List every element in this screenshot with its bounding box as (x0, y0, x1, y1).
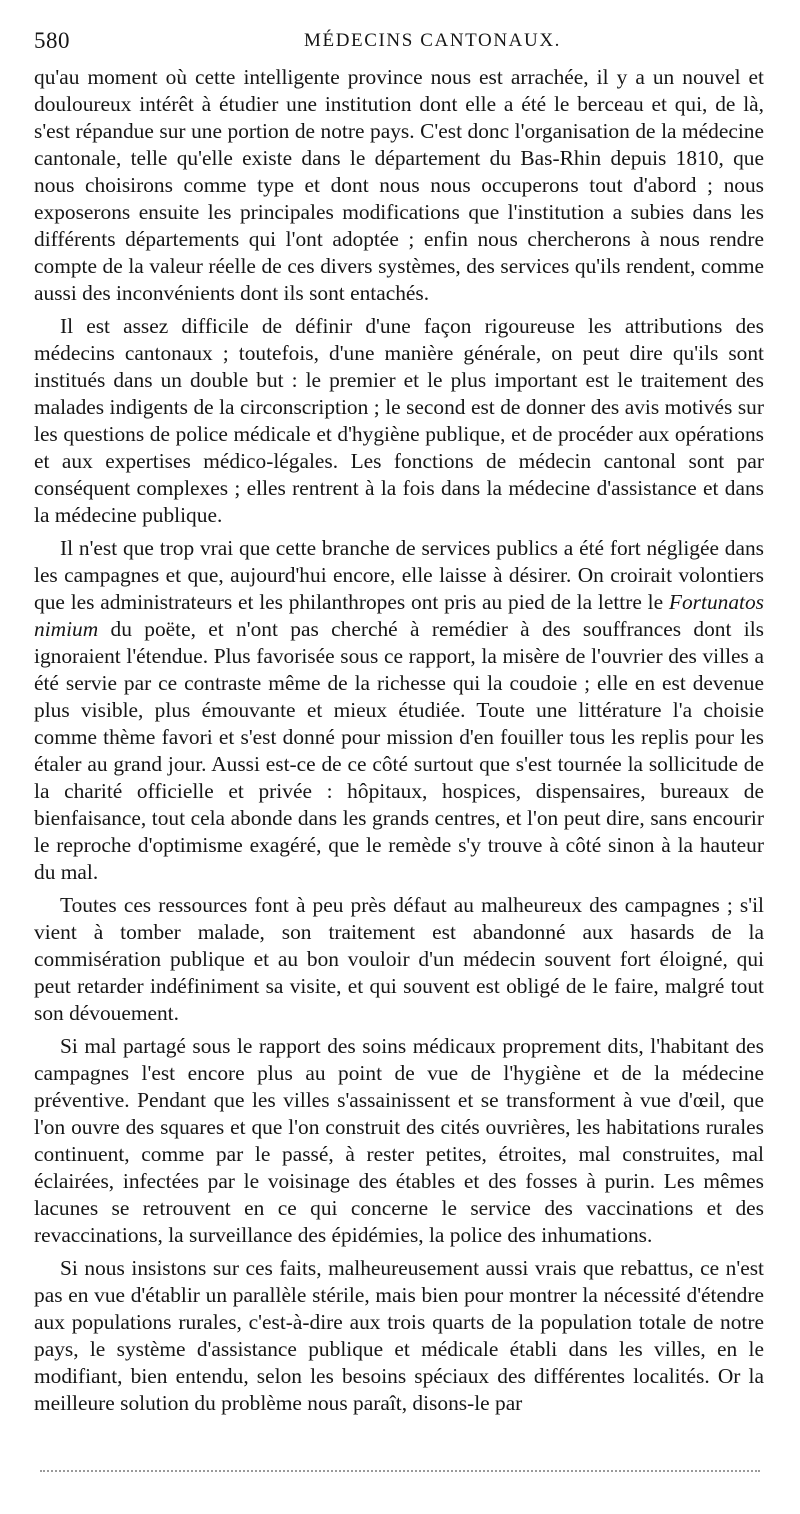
paragraph-1: qu'au moment où cette intelligente province nous est arrachée, il y a un nouvel et douloureux intérêt à étudier une institution dont elle a été le berceau et qui, de là, s'est répandue sur une portion de notre pays. C'est donc l'organisation de la médecine cantonale, telle qu'elle existe dans le département du Bas-Rhin depuis 1810, que nous choisirons comme type et dont nous nous occuperons tout d'abord ; nous exposerons ensuite les principales modifications que l'institution a subies dans les différents départements qui l'ont adoptée ; enfin nous chercherons à nous rendre compte de la valeur réelle de ces divers systèmes, des services qu'ils rendent, comme aussi des inconvénients dont ils sont entachés. (34, 65, 764, 305)
paragraph-3-start: Il n'est que trop vrai que cette branche de services publics a été fort négligée dans les campagnes et que, aujourd'hui encore, elle laisse à désirer. On croirait volontiers que les administrateurs et les philanthropes ont pris au pied de la lettre le (34, 536, 764, 614)
latin-quotation: Fortunatos nimium (34, 590, 764, 641)
paragraph-5: Si mal partagé sous le rapport des soins médicaux proprement dits, l'habitant des campagnes l'est encore plus au point de vue de l'hygiène et de la médecine préventive. Pendant que les villes s'assainissent et se transforment à vue d'œil, que l'on ouvre des squares et que l'on construit des cités ouvrières, les habitations rurales continuent, comme par le passé, à rester petites, étroites, mal construites, mal éclairées, infectées par le voisinage des étables et des fosses à purin. Les mêmes lacunes se retrouvent en ce qui concerne le service des vaccinations et des revaccinations, la surveillance des épidémies, la police des inhumations. (34, 1034, 764, 1247)
paragraph-2: Il est assez difficile de définir d'une façon rigoureuse les attributions des médecins cantonaux ; toutefois, d'une manière générale, on peut dire qu'ils sont institués dans un double but : le premier et le plus important est le traitement des malades indigents de la circonscription ; le second est de donner des avis motivés sur les questions de police médicale et d'hygiène publique, et de procéder aux opérations et aux expertises médico-légales. Les fonctions de médecin cantonal sont par conséquent complexes ; elles rentrent à la fois dans la médecine d'assistance et dans la médecine publique. (34, 314, 764, 527)
running-title: MÉDECINS CANTONAUX. (304, 30, 561, 51)
paragraph-3 (34, 535, 764, 886)
body-text (34, 64, 764, 1417)
paragraph-4: Toutes ces ressources font à peu près défaut au malheureux des campagnes ; s'il vient à tomber malade, son traitement est abandonné aux hasards de la commisération publique et au bon vouloir d'un médecin souvent fort éloigné, qui peut retarder indéfiniment sa visite, et qui souvent est obligé de le faire, malgré tout son dévouement. (34, 893, 764, 1025)
running-head (34, 28, 764, 58)
footer-rule (40, 1470, 760, 1472)
paragraph-6: Si nous insistons sur ces faits, malheureusement aussi vrais que rebattus, ce n'est pas en vue d'établir un parallèle stérile, mais bien pour montrer la nécessité d'étendre aux populations rurales, c'est-à-dire aux trois quarts de la population totale de notre pays, le système d'assistance publique et médicale établi dans les villes, en le modifiant, bien entendu, selon les besoins spéciaux des différentes localités. Or la meilleure solution du problème nous paraît, disons-le par (34, 1256, 764, 1415)
page-number: 580 (34, 28, 70, 53)
paragraph-3-end: du poëte, et n'ont pas cherché à remédier à des souffrances dont ils ignoraient l'étendue. Plus favorisée sous ce rapport, la misère de l'ouvrier des villes a été servie par ce contraste même de la richesse qui la coudoie ; elle en est devenue plus visible, plus émouvante et mieux étudiée. Toute une littérature l'a choisie comme thème favori et s'est donné pour mission d'en fouiller tous les replis pour les étaler au grand jour. Aussi est-ce de ce côté surtout que s'est tournée la sollicitude de la charité officielle et privée : hôpitaux, hospices, dispensaires, bureaux de bienfaisance, tout cela abonde dans les grands centres, et l'on peut dire, sans encourir le reproche d'optimisme exagéré, que le remède s'y trouve à côté sinon à la hauteur du mal. (34, 617, 764, 884)
